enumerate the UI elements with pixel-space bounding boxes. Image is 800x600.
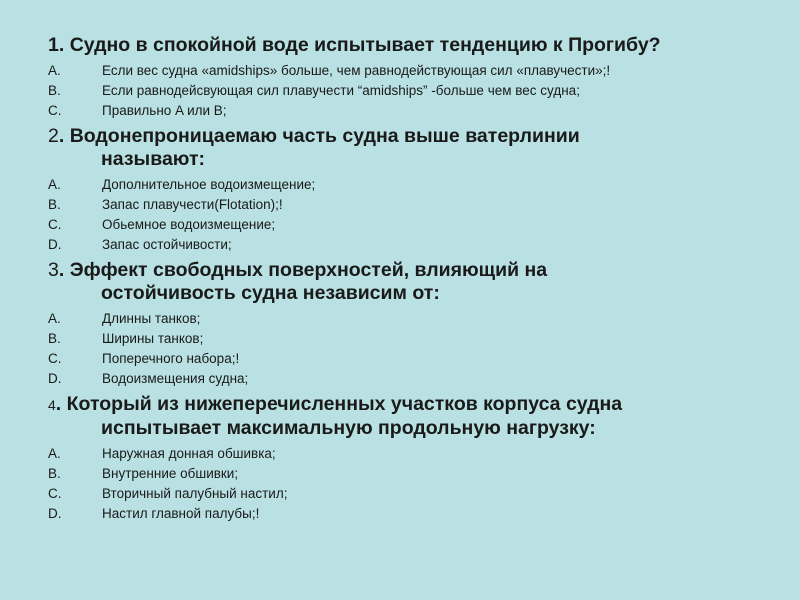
option-letter: B. <box>48 197 61 212</box>
option-text: Дополнительное водоизмещение; <box>102 177 316 192</box>
question-title-continuation: называют: <box>101 148 205 170</box>
answer-option <box>0 81 790 101</box>
answer-option <box>0 175 790 195</box>
option-text: Запас плавучести(Flotation);! <box>102 197 283 212</box>
answer-option <box>0 329 790 349</box>
answer-option <box>0 195 790 215</box>
option-letter: C. <box>48 103 62 118</box>
question-number: 4 <box>48 397 56 413</box>
option-text: Настил главной палубы;! <box>102 506 260 521</box>
answer-option <box>0 349 790 369</box>
question-title-continuation: остойчивость судна независим от: <box>101 282 440 304</box>
question-number: 1 <box>48 34 59 56</box>
answer-option <box>0 215 790 235</box>
option-letter: A. <box>48 177 61 192</box>
answer-option <box>0 504 790 524</box>
option-letter: A. <box>48 311 61 326</box>
option-text: Наружная донная обшивка; <box>102 446 276 461</box>
option-text: Поперечного набора;! <box>102 351 240 366</box>
option-text: Внутренние обшивки; <box>102 466 239 481</box>
option-letter: A. <box>48 446 61 461</box>
answer-option <box>0 369 790 389</box>
option-letter: B. <box>48 466 61 481</box>
question-4 <box>0 393 790 440</box>
option-text: Если равнодейсвующая сил плавучести “amidships” -больше чем вес судна; <box>102 83 580 98</box>
option-text: Длинны танков; <box>102 311 201 326</box>
slide <box>0 34 790 524</box>
option-letter: C. <box>48 217 62 232</box>
option-text: Если вес судна «amidships» больше, чем равнодействующая сил «плавучести»;! <box>102 63 611 78</box>
answer-option <box>0 235 790 255</box>
answer-option <box>0 444 790 464</box>
option-text: Правильно A или B; <box>102 103 227 118</box>
question-title: . Водонепроницаемаю часть судна выше ватерлинии <box>58 125 580 147</box>
question-number: 3 <box>48 259 59 281</box>
question-3 <box>0 259 790 305</box>
question-title: . Эффект свободных поверхностей, влияющий на <box>58 259 548 281</box>
option-letter: B. <box>48 331 61 346</box>
answer-option <box>0 484 790 504</box>
option-letter: D. <box>48 371 62 386</box>
answer-option <box>0 61 790 81</box>
option-text: Ширины танков; <box>102 331 204 346</box>
option-letter: D. <box>48 237 62 252</box>
option-letter: C. <box>48 486 62 501</box>
option-text: Вторичный палубный настил; <box>102 486 288 501</box>
question-title: . Судно в спокойной воде испытывает тенденцию к Прогибу? <box>58 34 661 56</box>
question-1 <box>0 34 790 57</box>
question-title-continuation: испытывает максимальную продольную нагрузку: <box>101 417 596 439</box>
option-letter: D. <box>48 506 62 521</box>
answer-option <box>0 101 790 121</box>
option-text: Водоизмещения судна; <box>102 371 249 386</box>
option-letter: C. <box>48 351 62 366</box>
option-text: Запас остойчивости; <box>102 237 232 252</box>
option-letter: A. <box>48 63 61 78</box>
question-title: . Который из нижеперечисленных участков корпуса судна <box>55 393 623 415</box>
option-letter: B. <box>48 83 61 98</box>
option-text: Обьемное водоизмещение; <box>102 217 276 232</box>
answer-option <box>0 309 790 329</box>
question-2 <box>0 125 790 171</box>
answer-option <box>0 464 790 484</box>
question-number: 2 <box>48 125 59 147</box>
